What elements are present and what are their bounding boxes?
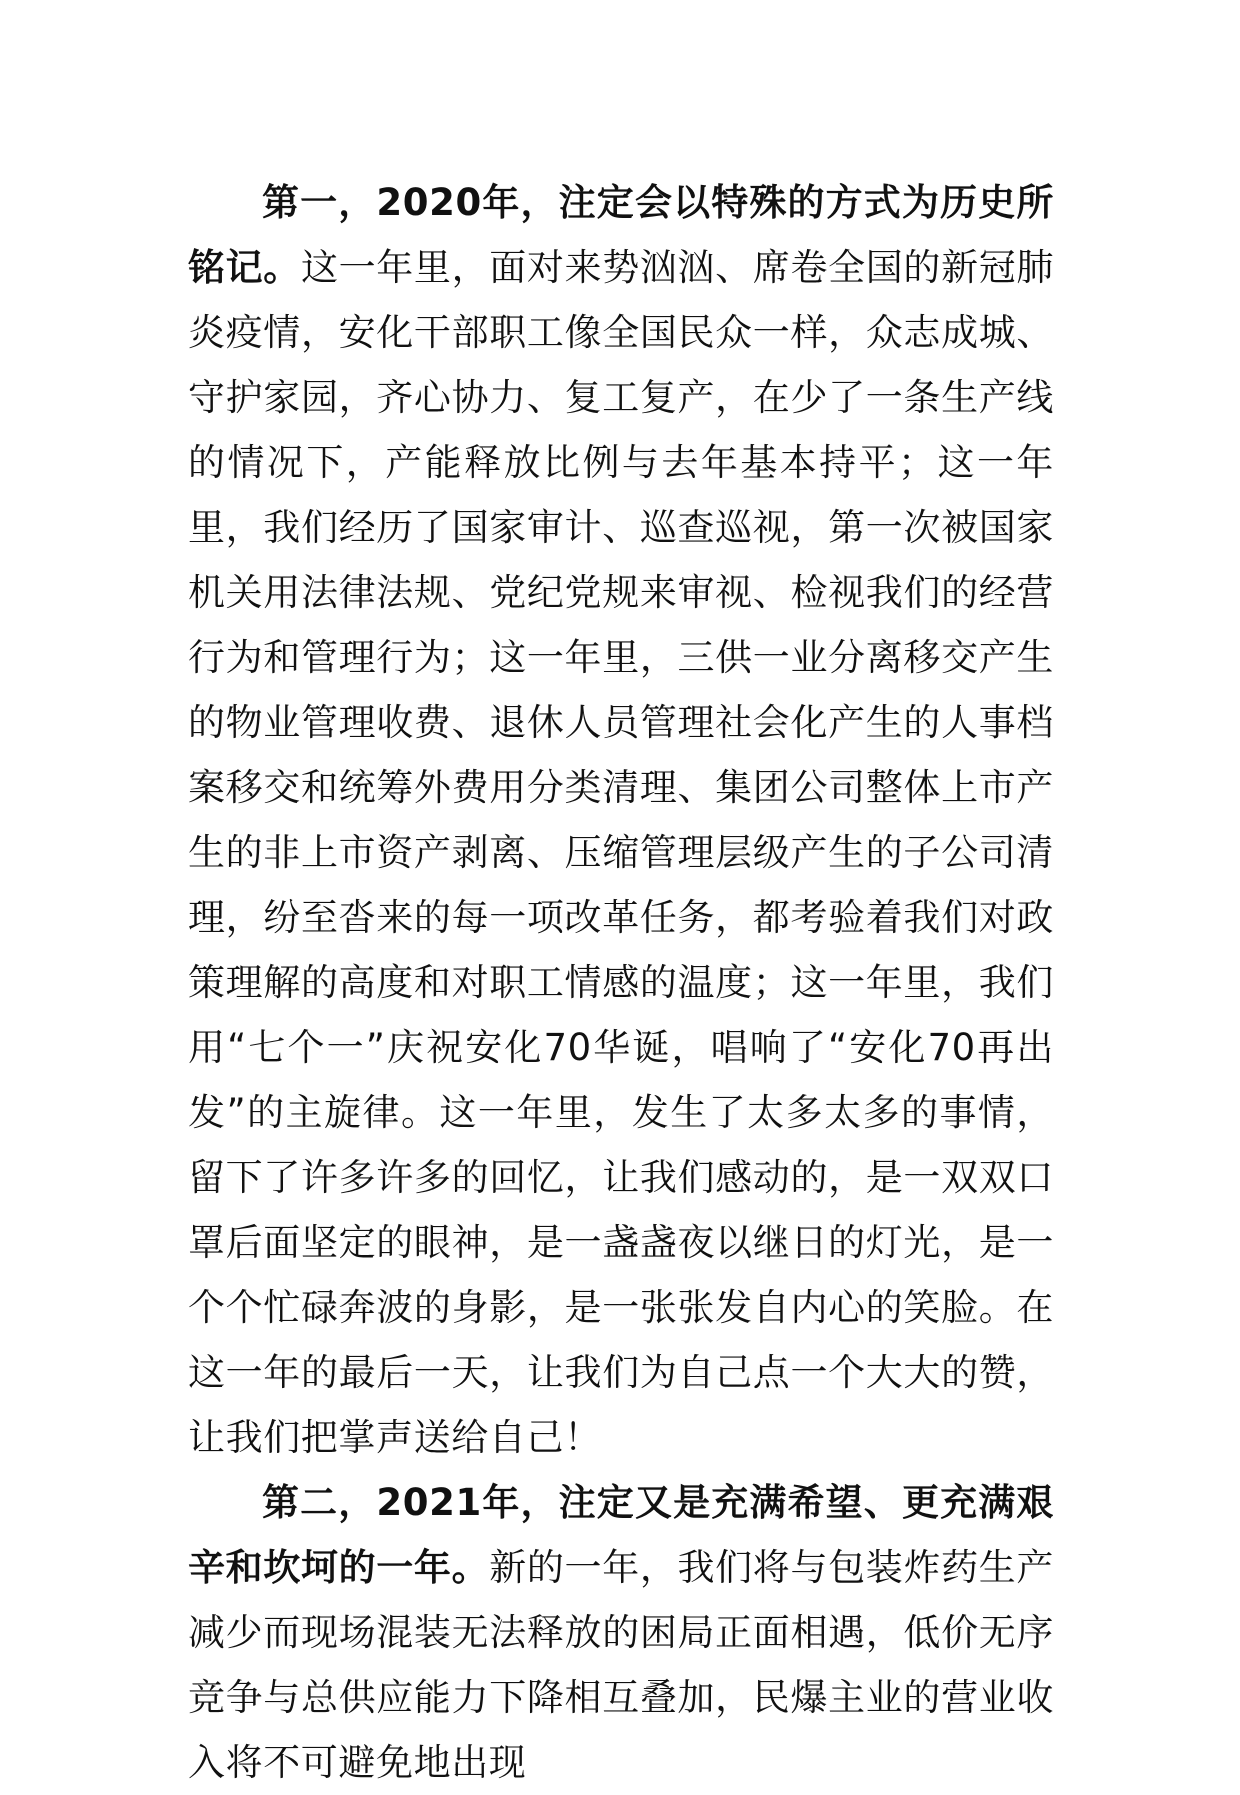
paragraph-text-first: 这一年里，面对来势汹汹、席卷全国的新冠肺炎疫情，安化干部职工像全国民众一样，众志成城、守护家园，齐心协力、复工复产，在少了一条生产线的情况下，产能释放比例与去年基本持平；这一年里，我们经历了国家审计、巡查巡视，第一次被国家机关用法律法规、党纪党规来审视、检视我们的经营行为和管理行为；这一年里，三供一业分离移交产生的物业管理收费、退休人员管理社会化产生的人事档案移交和统筹外费用分类清理、集团公司整体上市产生的非上市资产剥离、压缩管理层级产生的子公司清理，纷至沓来的每一项改革任务，都考验着我们对政策理解的高度和对职工情感的温度；这一年里，我们用“七个一”庆祝安化70华诞，唱响了“安化70再出发”的主旋律。这一年里，发生了太多太多的事情，留下了许多许多的回忆，让我们感动的，是一双双口罩后面坚定的眼神，是一盏盏夜以继日的灯光，是一个个忙碌奔波的身影，是一张张发自内心的笑脸。在这一年的最后一天，让我们为自己点一个大大的赞，让我们把掌声送给自己！ <box>188 246 1054 1459</box>
document-body <box>188 170 1054 1795</box>
paragraph-first <box>188 170 1054 1470</box>
paragraph-text-second: 新的一年，我们将与包装炸药生产减少而现场混装无法释放的困局正面相遇，低价无序竞争与总供应能力下降相互叠加，民爆主业的营业收入将不可避免地出现 <box>188 1546 1054 1784</box>
paragraph-lead-second: 第二，2021年，注定又是充满希望、更充满艰辛和坎坷的一年。 <box>188 1481 1054 1589</box>
paragraph-second <box>188 1470 1054 1795</box>
paragraph-lead-first: 第一，2020年，注定会以特殊的方式为历史所铭记。 <box>188 181 1054 289</box>
